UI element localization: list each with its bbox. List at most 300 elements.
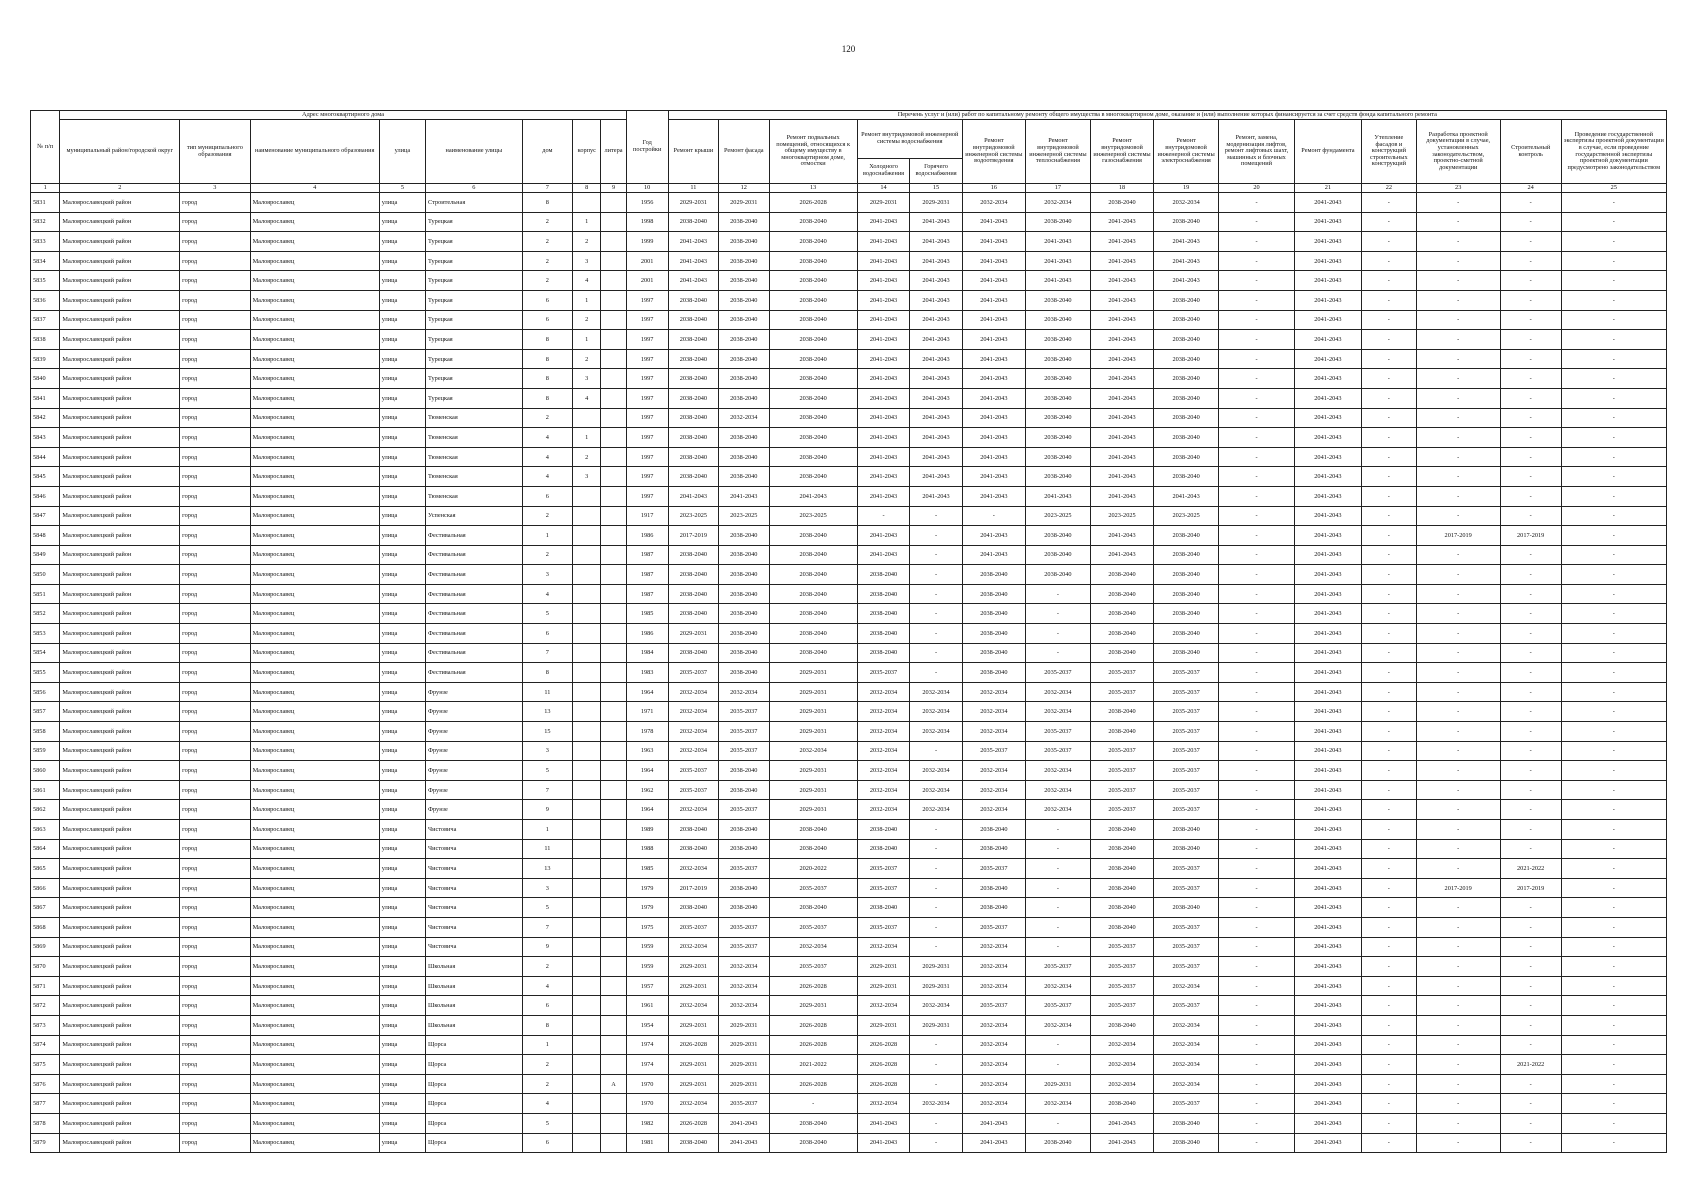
- table-cell: 2032-2034: [962, 976, 1025, 996]
- table-cell: город: [180, 526, 250, 546]
- table-cell: 2029-2031: [910, 957, 963, 977]
- table-cell: Малоярославецкий район: [60, 486, 180, 506]
- table-cell: 8: [522, 330, 572, 350]
- table-cell: 2029-2031: [719, 1074, 769, 1094]
- table-cell: 2032-2034: [962, 800, 1025, 820]
- table-cell: -: [1362, 506, 1417, 526]
- table-body: [31, 193, 1667, 1153]
- table-cell: 2035-2037: [962, 859, 1025, 879]
- table-cell: Малоярославец: [250, 722, 379, 742]
- table-cell: [573, 1094, 601, 1114]
- table-cell: 2: [522, 232, 572, 252]
- table-cell: 2035-2037: [1154, 800, 1219, 820]
- table-cell: Малоярославецкий район: [60, 996, 180, 1016]
- table-cell: -: [1362, 388, 1417, 408]
- table-cell: -: [1416, 1094, 1500, 1114]
- table-cell: 2041-2043: [1294, 859, 1361, 879]
- table-cell: 4: [522, 447, 572, 467]
- table-cell: 2041-2043: [857, 1133, 910, 1153]
- table-cell: -: [1416, 428, 1500, 448]
- table-cell: 2038-2040: [668, 428, 718, 448]
- table-cell: -: [1362, 663, 1417, 683]
- table-cell: 2041-2043: [1294, 996, 1361, 1016]
- table-cell: 2029-2031: [719, 193, 769, 213]
- table-cell: 2041-2043: [668, 271, 718, 291]
- table-cell: 2041-2043: [1091, 428, 1154, 448]
- table-cell: 1988: [626, 839, 668, 859]
- table-cell: 5876: [31, 1074, 60, 1094]
- table-cell: 1962: [626, 780, 668, 800]
- table-cell: -: [1500, 957, 1561, 977]
- table-cell: 2041-2043: [1294, 976, 1361, 996]
- table-cell: 2: [522, 506, 572, 526]
- table-cell: 2032-2034: [668, 800, 718, 820]
- table-cell: Малоярославецкий район: [60, 1113, 180, 1133]
- table-cell: 2032-2034: [719, 957, 769, 977]
- table-cell: Чистовича: [426, 898, 523, 918]
- table-cell: улица: [379, 428, 425, 448]
- table-cell: [601, 1035, 626, 1055]
- table-cell: [573, 996, 601, 1016]
- table-cell: 2026-2028: [769, 193, 857, 213]
- table-cell: [601, 917, 626, 937]
- table-cell: 1954: [626, 1015, 668, 1035]
- table-cell: улица: [379, 917, 425, 937]
- table-cell: -: [910, 917, 963, 937]
- table-cell: Малоярославецкий район: [60, 976, 180, 996]
- table-cell: -: [1416, 722, 1500, 742]
- table-cell: -: [1500, 545, 1561, 565]
- table-cell: 2026-2028: [857, 1055, 910, 1075]
- table-cell: 2026-2028: [769, 976, 857, 996]
- table-cell: улица: [379, 604, 425, 624]
- table-cell: -: [1500, 1094, 1561, 1114]
- table-cell: Малоярославецкий район: [60, 526, 180, 546]
- table-cell: город: [180, 251, 250, 271]
- table-cell: 2035-2037: [1025, 957, 1090, 977]
- table-row: [31, 917, 1667, 937]
- table-cell: 2035-2037: [1091, 682, 1154, 702]
- table-cell: Турецкая: [426, 232, 523, 252]
- table-cell: [573, 761, 601, 781]
- table-row: [31, 369, 1667, 389]
- table-cell: 2041-2043: [1294, 330, 1361, 350]
- table-cell: Малоярославец: [250, 251, 379, 271]
- column-number-row: [31, 184, 1667, 193]
- table-cell: 1981: [626, 1133, 668, 1153]
- table-cell: 5860: [31, 761, 60, 781]
- table-row: [31, 898, 1667, 918]
- table-cell: -: [1362, 447, 1417, 467]
- table-cell: -: [1362, 1074, 1417, 1094]
- table-cell: улица: [379, 330, 425, 350]
- table-cell: Малоярославец: [250, 545, 379, 565]
- table-cell: Малоярославецкий район: [60, 232, 180, 252]
- table-cell: город: [180, 193, 250, 213]
- table-cell: 2038-2040: [1025, 467, 1090, 487]
- table-cell: -: [1561, 917, 1666, 937]
- table-cell: 11: [522, 682, 572, 702]
- table-cell: -: [1561, 388, 1666, 408]
- table-cell: 5852: [31, 604, 60, 624]
- table-row: [31, 761, 1667, 781]
- table-cell: -: [1025, 820, 1090, 840]
- table-cell: улица: [379, 251, 425, 271]
- table-cell: -: [910, 839, 963, 859]
- table-row: [31, 251, 1667, 271]
- table-row: [31, 643, 1667, 663]
- table-cell: -: [1500, 565, 1561, 585]
- table-cell: Малоярославец: [250, 290, 379, 310]
- table-cell: 2041-2043: [1091, 349, 1154, 369]
- table-cell: 1: [522, 526, 572, 546]
- table-cell: -: [1500, 741, 1561, 761]
- table-cell: -: [1362, 193, 1417, 213]
- table-cell: 2041-2043: [1294, 878, 1361, 898]
- table-cell: 2021-2022: [1500, 859, 1561, 879]
- table-cell: улица: [379, 584, 425, 604]
- table-cell: -: [1219, 839, 1295, 859]
- table-cell: Малоярославец: [250, 643, 379, 663]
- table-cell: 2041-2043: [1294, 193, 1361, 213]
- table-cell: 5856: [31, 682, 60, 702]
- table-cell: -: [1219, 722, 1295, 742]
- column-number: 4: [250, 184, 379, 193]
- table-cell: 2041-2043: [962, 349, 1025, 369]
- table-cell: -: [1500, 643, 1561, 663]
- table-cell: 7: [522, 643, 572, 663]
- table-cell: город: [180, 467, 250, 487]
- table-cell: Турецкая: [426, 369, 523, 389]
- table-cell: 2038-2040: [668, 545, 718, 565]
- column-number: 8: [573, 184, 601, 193]
- table-cell: 2041-2043: [1294, 232, 1361, 252]
- table-cell: -: [1500, 937, 1561, 957]
- table-cell: 2: [522, 251, 572, 271]
- table-cell: 2041-2043: [1294, 565, 1361, 585]
- table-cell: 2035-2037: [1025, 663, 1090, 683]
- table-cell: 8: [522, 1015, 572, 1035]
- col-electric-header: Ремонт внутридомовой инженерной системы электроснабжения: [1154, 120, 1219, 184]
- table-cell: -: [1500, 212, 1561, 232]
- table-cell: -: [1416, 1015, 1500, 1035]
- table-cell: 2038-2040: [719, 761, 769, 781]
- table-cell: город: [180, 1094, 250, 1114]
- table-cell: улица: [379, 388, 425, 408]
- table-cell: 2021-2022: [769, 1055, 857, 1075]
- table-cell: [573, 917, 601, 937]
- table-cell: 4: [573, 388, 601, 408]
- table-cell: город: [180, 682, 250, 702]
- table-cell: 2041-2043: [962, 545, 1025, 565]
- table-cell: город: [180, 722, 250, 742]
- table-cell: Малоярославецкий район: [60, 937, 180, 957]
- table-cell: [601, 604, 626, 624]
- table-cell: 2017-2019: [1416, 878, 1500, 898]
- table-cell: город: [180, 878, 250, 898]
- table-cell: 2038-2040: [857, 584, 910, 604]
- table-cell: 2032-2034: [1025, 780, 1090, 800]
- column-number: 22: [1362, 184, 1417, 193]
- table-cell: -: [1416, 859, 1500, 879]
- table-cell: 2035-2037: [1091, 761, 1154, 781]
- table-cell: город: [180, 741, 250, 761]
- table-cell: -: [1362, 859, 1417, 879]
- table-cell: 2041-2043: [857, 310, 910, 330]
- table-cell: -: [1025, 1035, 1090, 1055]
- table-row: [31, 878, 1667, 898]
- table-cell: Малоярославец: [250, 702, 379, 722]
- table-cell: Малоярославец: [250, 878, 379, 898]
- table-cell: 2029-2031: [668, 624, 718, 644]
- table-cell: 2038-2040: [1091, 604, 1154, 624]
- table-cell: -: [1219, 1113, 1295, 1133]
- col-insulation-header: Утепление фасадов и конструкций строительных конструкций: [1362, 120, 1417, 184]
- table-cell: [601, 428, 626, 448]
- table-cell: -: [1416, 1055, 1500, 1075]
- table-cell: 2041-2043: [910, 428, 963, 448]
- table-cell: Малоярославец: [250, 1055, 379, 1075]
- table-cell: 2038-2040: [769, 290, 857, 310]
- column-number: 9: [601, 184, 626, 193]
- address-group-header: Адрес многоквартирного дома: [60, 111, 626, 120]
- table-cell: 3: [573, 369, 601, 389]
- table-cell: 2041-2043: [910, 271, 963, 291]
- table-cell: 1964: [626, 761, 668, 781]
- table-cell: 2041-2043: [1294, 1015, 1361, 1035]
- table-cell: 2041-2043: [962, 251, 1025, 271]
- table-cell: 2038-2040: [1025, 369, 1090, 389]
- table-cell: [601, 976, 626, 996]
- col-gas-header: Ремонт внутридомовой инженерной системы газоснабжения: [1091, 120, 1154, 184]
- table-cell: 2032-2034: [910, 682, 963, 702]
- table-cell: 2035-2037: [769, 917, 857, 937]
- table-cell: -: [1500, 624, 1561, 644]
- table-cell: 2032-2034: [668, 702, 718, 722]
- table-cell: 2035-2037: [1154, 741, 1219, 761]
- table-cell: Чистовича: [426, 839, 523, 859]
- table-cell: 2038-2040: [719, 526, 769, 546]
- table-cell: город: [180, 388, 250, 408]
- table-cell: 1997: [626, 408, 668, 428]
- table-cell: 2038-2040: [668, 369, 718, 389]
- table-cell: улица: [379, 545, 425, 565]
- table-cell: 6: [522, 1133, 572, 1153]
- table-cell: 2038-2040: [668, 467, 718, 487]
- table-cell: 2041-2043: [910, 251, 963, 271]
- column-number: 10: [626, 184, 668, 193]
- table-cell: 2035-2037: [1154, 761, 1219, 781]
- table-cell: 2032-2034: [1025, 702, 1090, 722]
- table-cell: 1999: [626, 232, 668, 252]
- table-cell: Успенская: [426, 506, 523, 526]
- table-cell: 2035-2037: [1154, 859, 1219, 879]
- table-cell: 2041-2043: [1091, 369, 1154, 389]
- table-cell: 2041-2043: [962, 408, 1025, 428]
- table-cell: 5846: [31, 486, 60, 506]
- table-cell: 2038-2040: [962, 604, 1025, 624]
- table-cell: 11: [522, 839, 572, 859]
- col-house-header: дом: [522, 120, 572, 184]
- table-cell: -: [910, 878, 963, 898]
- table-cell: 2032-2034: [857, 741, 910, 761]
- table-cell: 1959: [626, 957, 668, 977]
- table-cell: Школьная: [426, 996, 523, 1016]
- table-cell: город: [180, 859, 250, 879]
- table-cell: улица: [379, 663, 425, 683]
- table-cell: 5832: [31, 212, 60, 232]
- table-cell: 2032-2034: [719, 408, 769, 428]
- table-row: [31, 682, 1667, 702]
- table-cell: -: [1561, 898, 1666, 918]
- table-cell: 2041-2043: [857, 330, 910, 350]
- table-cell: 5862: [31, 800, 60, 820]
- table-cell: -: [1362, 643, 1417, 663]
- table-cell: [601, 1133, 626, 1153]
- table-cell: -: [1561, 937, 1666, 957]
- table-cell: 2041-2043: [910, 310, 963, 330]
- table-cell: город: [180, 584, 250, 604]
- table-cell: 2023-2025: [1025, 506, 1090, 526]
- table-cell: -: [1362, 1055, 1417, 1075]
- table-cell: -: [1500, 447, 1561, 467]
- table-cell: 2032-2034: [1091, 1035, 1154, 1055]
- table-cell: 2032-2034: [1091, 1055, 1154, 1075]
- table-cell: 2035-2037: [1154, 682, 1219, 702]
- table-cell: 5871: [31, 976, 60, 996]
- table-cell: 2035-2037: [1154, 1094, 1219, 1114]
- table-cell: 2038-2040: [769, 251, 857, 271]
- table-cell: 2032-2034: [962, 193, 1025, 213]
- table-cell: улица: [379, 1055, 425, 1075]
- table-cell: Турецкая: [426, 251, 523, 271]
- table-cell: [573, 1113, 601, 1133]
- services-group-header: Перечень услуг и (или) работ по капитальному ремонту общего имущества в многоквартирном доме, оказание и (или) выполнение которых финансируется за счет средств фонда капитального ремонта: [668, 111, 1666, 120]
- table-cell: 2038-2040: [1091, 643, 1154, 663]
- table-cell: Щорса: [426, 1133, 523, 1153]
- table-cell: 2026-2028: [857, 1074, 910, 1094]
- table-cell: 2041-2043: [857, 251, 910, 271]
- table-cell: улица: [379, 741, 425, 761]
- table-cell: 2032-2034: [668, 682, 718, 702]
- table-cell: -: [1416, 937, 1500, 957]
- table-cell: 2032-2034: [1154, 1074, 1219, 1094]
- table-cell: 2041-2043: [1091, 486, 1154, 506]
- table-cell: [601, 1094, 626, 1114]
- table-cell: -: [1219, 702, 1295, 722]
- table-cell: 2041-2043: [1294, 1113, 1361, 1133]
- table-cell: город: [180, 565, 250, 585]
- table-cell: -: [1362, 467, 1417, 487]
- table-cell: -: [910, 545, 963, 565]
- table-cell: Малоярославецкий район: [60, 1074, 180, 1094]
- table-cell: -: [1561, 486, 1666, 506]
- table-cell: 2032-2034: [1154, 1055, 1219, 1075]
- table-cell: [601, 349, 626, 369]
- table-cell: 2029-2031: [857, 1015, 910, 1035]
- table-cell: [601, 232, 626, 252]
- table-cell: 2032-2034: [910, 800, 963, 820]
- col-design-header: Разработка проектной документации в случае, установленных законодательством, проектно-сметной документации: [1416, 120, 1500, 184]
- table-cell: 2032-2034: [1025, 976, 1090, 996]
- table-cell: 2038-2040: [857, 604, 910, 624]
- table-cell: Фестивальная: [426, 643, 523, 663]
- table-cell: 1987: [626, 565, 668, 585]
- table-cell: 2035-2037: [1091, 663, 1154, 683]
- table-row: [31, 1015, 1667, 1035]
- table-cell: Фестивальная: [426, 604, 523, 624]
- table-cell: -: [1416, 780, 1500, 800]
- table-cell: 2032-2034: [1025, 1094, 1090, 1114]
- table-cell: -: [910, 584, 963, 604]
- table-cell: 2038-2040: [1025, 310, 1090, 330]
- table-cell: 5834: [31, 251, 60, 271]
- table-cell: 2032-2034: [1025, 761, 1090, 781]
- table-cell: 2041-2043: [1294, 839, 1361, 859]
- table-cell: [601, 565, 626, 585]
- table-cell: город: [180, 996, 250, 1016]
- table-cell: 2026-2028: [769, 1074, 857, 1094]
- table-cell: -: [1362, 604, 1417, 624]
- table-cell: Щорса: [426, 1055, 523, 1075]
- col-mo-type-header: тип муниципального образования: [180, 120, 250, 184]
- table-cell: 1970: [626, 1094, 668, 1114]
- table-cell: 2041-2043: [1294, 663, 1361, 683]
- table-cell: 2041-2043: [1091, 388, 1154, 408]
- table-cell: 2038-2040: [1091, 878, 1154, 898]
- table-cell: 5855: [31, 663, 60, 683]
- table-cell: город: [180, 917, 250, 937]
- table-cell: 2041-2043: [1294, 722, 1361, 742]
- table-cell: -: [1561, 996, 1666, 1016]
- table-cell: 2041-2043: [1294, 624, 1361, 644]
- table-cell: 2032-2034: [1025, 682, 1090, 702]
- table-cell: 2038-2040: [719, 369, 769, 389]
- table-cell: 2038-2040: [1154, 369, 1219, 389]
- table-cell: [573, 859, 601, 879]
- table-cell: Малоярославец: [250, 624, 379, 644]
- table-cell: 2038-2040: [719, 330, 769, 350]
- table-cell: -: [1219, 604, 1295, 624]
- table-cell: -: [1561, 604, 1666, 624]
- table-cell: 5851: [31, 584, 60, 604]
- table-cell: -: [1362, 878, 1417, 898]
- table-cell: -: [910, 741, 963, 761]
- table-cell: 5858: [31, 722, 60, 742]
- table-cell: -: [1500, 310, 1561, 330]
- table-cell: -: [1416, 584, 1500, 604]
- table-cell: 2038-2040: [1091, 898, 1154, 918]
- table-cell: 2038-2040: [1154, 584, 1219, 604]
- table-cell: 2035-2037: [719, 800, 769, 820]
- table-cell: 2023-2025: [668, 506, 718, 526]
- table-cell: 2041-2043: [962, 486, 1025, 506]
- table-cell: [573, 800, 601, 820]
- table-cell: Малоярославецкий район: [60, 251, 180, 271]
- table-cell: 1997: [626, 330, 668, 350]
- table-cell: 5866: [31, 878, 60, 898]
- table-cell: 2038-2040: [668, 330, 718, 350]
- table-cell: -: [910, 506, 963, 526]
- table-cell: Школьная: [426, 1015, 523, 1035]
- table-cell: -: [1561, 271, 1666, 291]
- table-cell: улица: [379, 761, 425, 781]
- table-cell: -: [1561, 310, 1666, 330]
- table-cell: 2029-2031: [910, 1015, 963, 1035]
- table-cell: 1982: [626, 1113, 668, 1133]
- table-cell: -: [1362, 1113, 1417, 1133]
- table-cell: [601, 290, 626, 310]
